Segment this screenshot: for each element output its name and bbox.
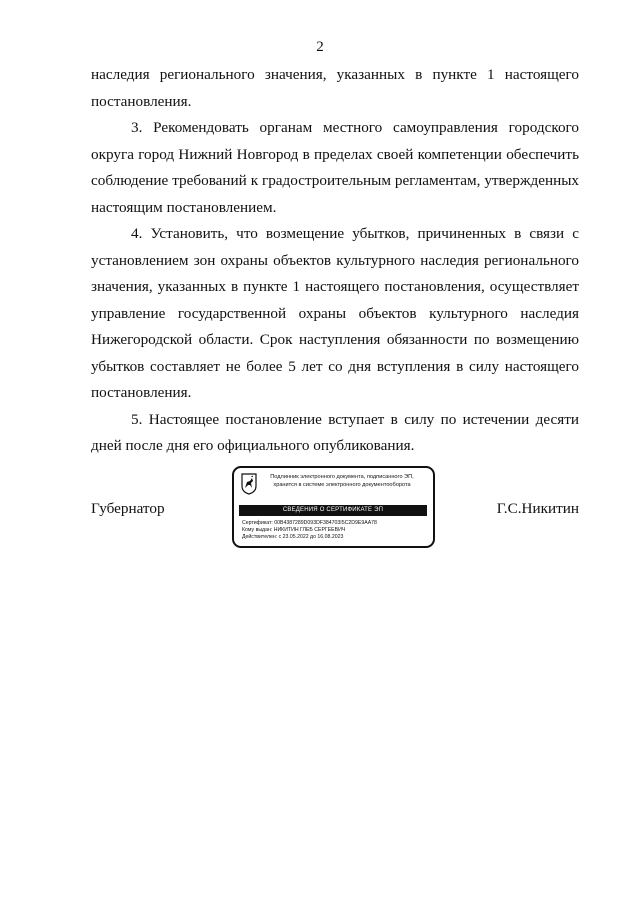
electronic-signature-stamp [232, 466, 435, 548]
stamp-certificate-band: СВЕДЕНИЯ О СЕРТИФИКАТЕ ЭП [239, 505, 427, 516]
certificate-number: Сертификат: 00B4387289D093DF384703I5C2D9E9AA78 [242, 520, 377, 526]
signer-title: Губернатор [91, 500, 165, 517]
stamp-header [256, 474, 428, 489]
stamp-certificate-details [242, 520, 430, 542]
paragraph-item-3: 3. Рекомендовать органам местного самоуправления городского округа город Нижний Новгород в пределах своей компетенции обеспечить соблюдение требований к градостроительным регламентам, утвержденных настоящим постановлением. [91, 119, 579, 216]
certificate-owner: Кому выдан: НИКИТИН ГЛЕБ СЕРГЕЕВИЧ [242, 527, 346, 534]
stamp-header-line: Подлинник электронного документа, подписанного ЭП, [270, 474, 414, 480]
certificate-validity: Действителен: с 23.05.2022 до 16.08.2023 [242, 534, 344, 541]
signature-block [91, 466, 579, 552]
paragraph-continuation: наследия регионального значения, указанных в пункте 1 настоящего постановления. [91, 66, 579, 110]
stamp-header-line: хранится в системе электронного документооборота [273, 481, 411, 488]
page-number: 2 [316, 39, 324, 55]
coat-of-arms-icon [241, 473, 257, 495]
paragraph-item-5: 5. Настоящее постановление вступает в силу по истечении десяти дней после дня его официального опубликования. [91, 410, 579, 454]
paragraph-item-4: 4. Установить, что возмещение убытков, причиненных в связи с установлением зон охраны объектов культурного наследия регионального значения, указанных в пункте 1 настоящего постановления, осуществляет управление государственной охраны объектов культурного наследия Нижегородской области. Срок наступления обязанности по возмещению убытков составляет не более 5 лет со дня вступления в силу настоящего постановления. [91, 225, 579, 401]
signer-name: Г.С.Никитин [496, 500, 579, 517]
document-body [91, 62, 579, 460]
